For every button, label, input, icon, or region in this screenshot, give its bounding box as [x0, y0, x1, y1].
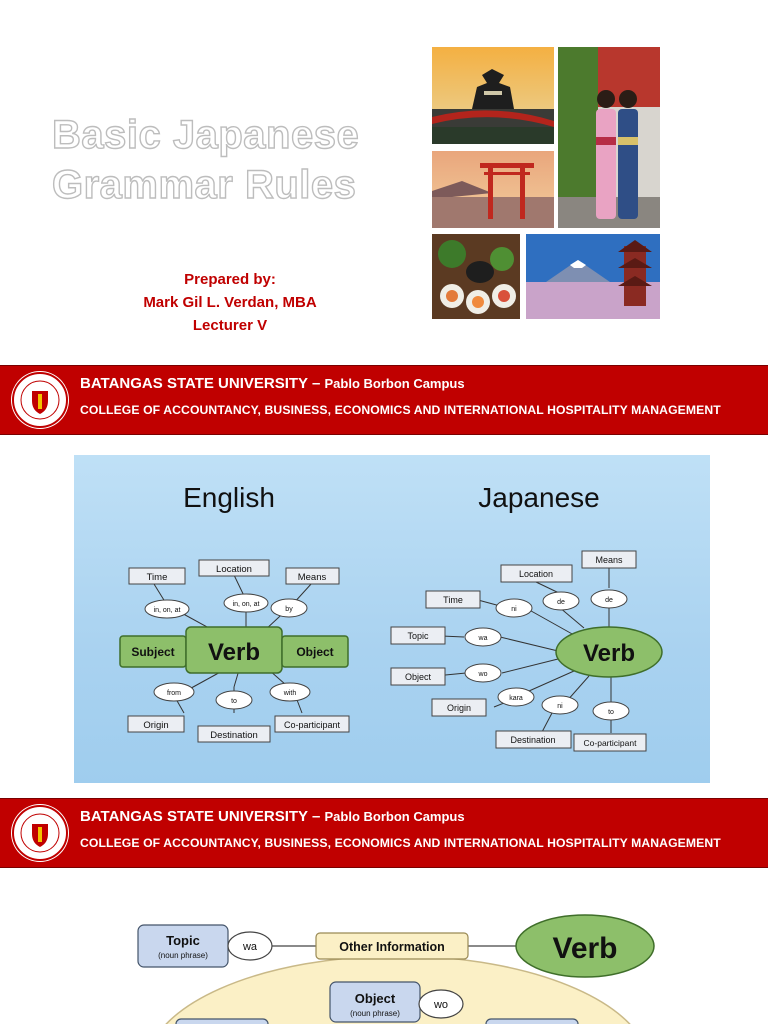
japanese-particle-object-label: wo [478, 671, 488, 678]
title-line-1: Basic Japanese [52, 113, 360, 157]
english-particle-coparticipant [270, 683, 310, 701]
prepared-by-label: Prepared by: [184, 271, 276, 288]
japanese-means-box [582, 551, 636, 568]
japanese-location-label: Location [518, 569, 554, 579]
english-time-label: Time [146, 572, 168, 583]
japanese-particle-object [465, 664, 501, 682]
university-name-line [80, 808, 465, 825]
english-particle-means [271, 599, 307, 617]
japanese-topic-label: Topic [407, 631, 429, 641]
english-subject-label: Subject [131, 645, 175, 659]
other-information-box [316, 933, 468, 959]
english-particle-origin [154, 683, 194, 701]
english-particle-coparticipant-label: with [283, 690, 297, 697]
author-name: Mark Gil L. Verdan, MBA [143, 294, 317, 311]
english-particle-origin-label: from [167, 690, 181, 697]
japanese-location-box [501, 565, 572, 582]
japanese-coparticipant-box [574, 734, 646, 751]
other-information-label: Other Information [339, 940, 445, 954]
kimono-photo [558, 47, 660, 228]
english-verb-label: Verb [207, 639, 261, 666]
english-japanese-comparison-panel [74, 455, 710, 783]
japanese-coparticipant-label: Co-participant [583, 738, 637, 748]
japanese-particle-location-label: de [557, 599, 565, 606]
japanese-particle-means [591, 590, 627, 608]
english-coparticipant-box [275, 716, 349, 732]
topic-sublabel: (noun phrase) [158, 951, 208, 960]
english-means-label: Means [297, 572, 327, 583]
english-particle-destination [216, 691, 252, 709]
verb-ellipse [516, 915, 654, 977]
university-banner-2 [0, 798, 768, 868]
japanese-particle-origin-label: kara [509, 695, 523, 702]
english-heading: English [183, 482, 275, 513]
japanese-particle-location [543, 592, 579, 610]
college-name: COLLEGE OF ACCOUNTANCY, BUSINESS, ECONOMICS AND INTERNATIONAL HOSPITALITY MANAGEMENT [80, 403, 721, 417]
wa-label: wa [242, 941, 258, 953]
japanese-means-label: Means [595, 555, 623, 565]
sushi-photo [432, 234, 520, 319]
japanese-particle-means-label: de [605, 597, 613, 604]
partial-box-left [176, 1019, 268, 1024]
english-verb-box [186, 627, 282, 673]
wa-particle [228, 932, 272, 960]
english-particle-location-label: in, on, at [232, 601, 260, 608]
english-subject-box [120, 636, 186, 667]
slide-title [52, 110, 422, 210]
japanese-topic-box [391, 627, 445, 644]
english-means-box [286, 568, 339, 584]
torii-gate-photo [432, 151, 554, 228]
sentence-structure-diagram [0, 900, 768, 1024]
english-origin-label: Origin [143, 720, 169, 731]
japanese-particle-origin [498, 688, 534, 706]
japanese-particle-time [496, 599, 532, 617]
japanese-object-label: Object [404, 672, 432, 682]
english-location-box [199, 560, 269, 576]
japanese-heading: Japanese [478, 482, 600, 513]
japanese-origin-label: Origin [446, 703, 472, 713]
campus-name: Pablo Borbon Campus [324, 376, 465, 391]
english-object-box [282, 636, 348, 667]
topic-label: Topic [166, 933, 200, 948]
university-seal-icon [11, 371, 69, 429]
object-label: Object [354, 991, 396, 1006]
prepared-by-block [120, 268, 340, 337]
japanese-particle-topic [465, 628, 501, 646]
title-line-2: Grammar Rules [52, 163, 357, 207]
object-sublabel: (noun phrase) [350, 1009, 400, 1018]
english-origin-box [128, 716, 184, 732]
english-time-box [129, 568, 185, 584]
english-destination-label: Destination [210, 730, 258, 741]
english-location-label: Location [216, 564, 252, 575]
object-box [330, 982, 420, 1022]
japanese-particle-topic-label: wa [478, 635, 488, 642]
japanese-particle-coparticipant [593, 702, 629, 720]
university-seal-icon [11, 804, 69, 862]
wo-label: wo [433, 999, 449, 1011]
campus-name: Pablo Borbon Campus [324, 809, 465, 824]
english-particle-time-label: in, on, at [153, 607, 181, 614]
japanese-origin-box [432, 699, 486, 716]
japanese-destination-label: Destination [510, 735, 556, 745]
castle-photo [432, 47, 554, 144]
english-destination-box [198, 726, 270, 742]
topic-box [138, 925, 228, 967]
university-name-line [80, 375, 465, 392]
japanese-verb-ellipse [556, 627, 662, 677]
english-particle-time [145, 600, 189, 618]
japanese-particle-destination-label: ni [557, 703, 563, 710]
japanese-destination-box [496, 731, 571, 748]
english-coparticipant-label: Co-participant [283, 720, 341, 730]
author-position: Lecturer V [192, 317, 268, 334]
verb-label: Verb [552, 932, 618, 965]
english-particle-location [224, 594, 268, 612]
college-name: COLLEGE OF ACCOUNTANCY, BUSINESS, ECONOMICS AND INTERNATIONAL HOSPITALITY MANAGEMENT [80, 836, 721, 850]
university-name: BATANGAS STATE UNIVERSITY – [80, 375, 321, 392]
japanese-time-label: Time [443, 595, 463, 605]
japanese-verb-label: Verb [582, 640, 636, 667]
english-particle-means-label: by [285, 606, 293, 613]
japanese-particle-coparticipant-label: to [608, 709, 614, 716]
japanese-object-box [391, 668, 445, 685]
wo-particle [419, 990, 463, 1018]
mount-fuji-photo [526, 234, 660, 319]
english-particle-destination-label: to [231, 698, 237, 705]
japanese-particle-time-label: ni [511, 606, 517, 613]
partial-box-right [486, 1019, 578, 1024]
japanese-particle-destination [542, 696, 578, 714]
english-object-label: Object [296, 645, 334, 659]
university-name: BATANGAS STATE UNIVERSITY – [80, 808, 321, 825]
university-banner [0, 365, 768, 435]
japanese-time-box [426, 591, 480, 608]
